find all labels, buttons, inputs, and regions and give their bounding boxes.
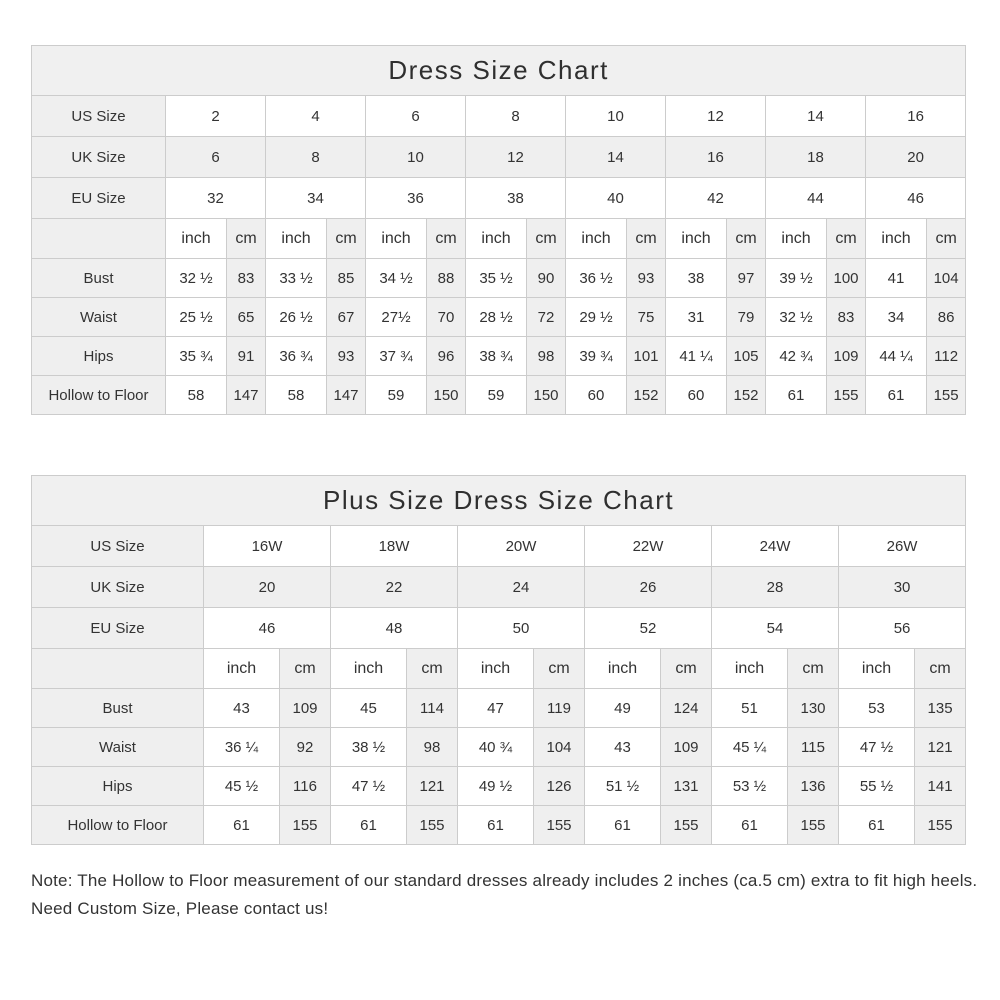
inch-unit-cell: inch [566, 219, 627, 259]
waist-label: Waist [32, 728, 204, 767]
hollow-to-floor-inch-cell: 61 [458, 806, 534, 845]
waist-cm-cell: 67 [327, 298, 366, 337]
hollow-to-floor-cm-cell: 155 [661, 806, 712, 845]
inch-unit-cell: inch [458, 649, 534, 689]
hips-inch-cell: 39 ¾ [566, 337, 627, 376]
waist-inch-cell: 34 [866, 298, 927, 337]
hips-cm-cell: 136 [788, 767, 839, 806]
waist-cm-cell: 115 [788, 728, 839, 767]
eu-size-value-cell: 36 [366, 178, 466, 219]
cm-unit-cell: cm [927, 219, 966, 259]
hollow-to-floor-cm-cell: 155 [407, 806, 458, 845]
cm-unit-cell: cm [527, 219, 566, 259]
bust-cm-cell: 85 [327, 259, 366, 298]
hollow-to-floor-inch-cell: 60 [666, 376, 727, 415]
bust-inch-cell: 45 [331, 689, 407, 728]
bust-inch-cell: 43 [204, 689, 280, 728]
hollow-to-floor-inch-cell: 61 [331, 806, 407, 845]
hips-inch-cell: 45 ½ [204, 767, 280, 806]
inch-unit-cell: inch [666, 219, 727, 259]
eu-size-value-cell: 42 [666, 178, 766, 219]
waist-cm-cell: 70 [427, 298, 466, 337]
waist-cm-cell: 79 [727, 298, 766, 337]
bust-cm-cell: 100 [827, 259, 866, 298]
us-size-value-cell: 12 [666, 96, 766, 137]
inch-unit-cell: inch [712, 649, 788, 689]
bust-label: Bust [32, 259, 166, 298]
bust-cm-cell: 88 [427, 259, 466, 298]
eu-size-label: EU Size [32, 178, 166, 219]
hollow-to-floor-cm-cell: 155 [915, 806, 966, 845]
hollow-to-floor-cm-cell: 155 [788, 806, 839, 845]
waist-inch-cell: 31 [666, 298, 727, 337]
eu-size-value-cell: 32 [166, 178, 266, 219]
dress-size-chart-table [31, 45, 966, 415]
us-size-value-cell: 8 [466, 96, 566, 137]
hollow-to-floor-inch-cell: 61 [766, 376, 827, 415]
cm-unit-cell: cm [915, 649, 966, 689]
eu-size-value-cell: 38 [466, 178, 566, 219]
hollow-to-floor-label: Hollow to Floor [32, 806, 204, 845]
bust-inch-cell: 49 [585, 689, 661, 728]
bust-cm-cell: 97 [727, 259, 766, 298]
hips-label: Hips [32, 337, 166, 376]
waist-label: Waist [32, 298, 166, 337]
inch-unit-cell: inch [466, 219, 527, 259]
waist-inch-cell: 28 ½ [466, 298, 527, 337]
hips-cm-cell: 93 [327, 337, 366, 376]
hips-inch-cell: 36 ¾ [266, 337, 327, 376]
uk-size-value-cell: 28 [712, 567, 839, 608]
hips-inch-cell: 51 ½ [585, 767, 661, 806]
eu-size-label: EU Size [32, 608, 204, 649]
bust-inch-cell: 51 [712, 689, 788, 728]
eu-size-value-cell: 44 [766, 178, 866, 219]
hips-cm-cell: 101 [627, 337, 666, 376]
eu-size-value-cell: 48 [331, 608, 458, 649]
chart-title: Dress Size Chart [32, 46, 966, 96]
hips-inch-cell: 35 ¾ [166, 337, 227, 376]
us-size-value-cell: 26W [839, 526, 966, 567]
bust-inch-cell: 35 ½ [466, 259, 527, 298]
waist-cm-cell: 104 [534, 728, 585, 767]
uk-size-value-cell: 12 [466, 137, 566, 178]
uk-size-value-cell: 8 [266, 137, 366, 178]
bust-inch-cell: 38 [666, 259, 727, 298]
cm-unit-cell: cm [627, 219, 666, 259]
bust-inch-cell: 36 ½ [566, 259, 627, 298]
uk-size-value-cell: 10 [366, 137, 466, 178]
hollow-to-floor-inch-cell: 58 [266, 376, 327, 415]
eu-size-value-cell: 40 [566, 178, 666, 219]
hips-cm-cell: 121 [407, 767, 458, 806]
bust-label: Bust [32, 689, 204, 728]
us-size-value-cell: 14 [766, 96, 866, 137]
cm-unit-cell: cm [280, 649, 331, 689]
waist-inch-cell: 43 [585, 728, 661, 767]
cm-unit-cell: cm [727, 219, 766, 259]
hollow-to-floor-inch-cell: 61 [204, 806, 280, 845]
hips-cm-cell: 98 [527, 337, 566, 376]
cm-unit-cell: cm [827, 219, 866, 259]
hollow-to-floor-inch-cell: 61 [585, 806, 661, 845]
note-hollow-to-floor: Note: The Hollow to Floor measurement of our standard dresses already includes 2 inches (ca.5 cm) extra to fit high heels. [31, 871, 978, 890]
bust-cm-cell: 109 [280, 689, 331, 728]
us-size-label: US Size [32, 526, 204, 567]
hips-inch-cell: 44 ¼ [866, 337, 927, 376]
hips-cm-cell: 96 [427, 337, 466, 376]
us-size-label: US Size [32, 96, 166, 137]
hips-inch-cell: 49 ½ [458, 767, 534, 806]
hollow-to-floor-cm-cell: 152 [727, 376, 766, 415]
hips-cm-cell: 131 [661, 767, 712, 806]
inch-unit-cell: inch [204, 649, 280, 689]
uk-size-value-cell: 14 [566, 137, 666, 178]
uk-size-value-cell: 6 [166, 137, 266, 178]
unit-row-corner-cell [32, 219, 166, 259]
hips-inch-cell: 37 ¾ [366, 337, 427, 376]
hips-cm-cell: 141 [915, 767, 966, 806]
bust-cm-cell: 119 [534, 689, 585, 728]
hips-inch-cell: 53 ½ [712, 767, 788, 806]
bust-cm-cell: 90 [527, 259, 566, 298]
hollow-to-floor-inch-cell: 61 [712, 806, 788, 845]
inch-unit-cell: inch [166, 219, 227, 259]
waist-cm-cell: 86 [927, 298, 966, 337]
cm-unit-cell: cm [227, 219, 266, 259]
hollow-to-floor-cm-cell: 150 [527, 376, 566, 415]
inch-unit-cell: inch [866, 219, 927, 259]
hips-inch-cell: 42 ¾ [766, 337, 827, 376]
hips-cm-cell: 112 [927, 337, 966, 376]
waist-inch-cell: 38 ½ [331, 728, 407, 767]
inch-unit-cell: inch [585, 649, 661, 689]
bust-inch-cell: 47 [458, 689, 534, 728]
note-custom-size: Need Custom Size, Please contact us! [31, 899, 329, 918]
uk-size-value-cell: 16 [666, 137, 766, 178]
eu-size-value-cell: 34 [266, 178, 366, 219]
hips-inch-cell: 47 ½ [331, 767, 407, 806]
waist-cm-cell: 109 [661, 728, 712, 767]
eu-size-value-cell: 46 [866, 178, 966, 219]
hollow-to-floor-label: Hollow to Floor [32, 376, 166, 415]
plus-size-dress-size-chart-table [31, 475, 966, 845]
waist-inch-cell: 45 ¼ [712, 728, 788, 767]
eu-size-value-cell: 46 [204, 608, 331, 649]
bust-cm-cell: 130 [788, 689, 839, 728]
uk-size-value-cell: 22 [331, 567, 458, 608]
hollow-to-floor-cm-cell: 155 [827, 376, 866, 415]
hollow-to-floor-cm-cell: 155 [534, 806, 585, 845]
waist-inch-cell: 27½ [366, 298, 427, 337]
cm-unit-cell: cm [327, 219, 366, 259]
hips-inch-cell: 38 ¾ [466, 337, 527, 376]
waist-inch-cell: 47 ½ [839, 728, 915, 767]
us-size-value-cell: 16 [866, 96, 966, 137]
hollow-to-floor-cm-cell: 155 [927, 376, 966, 415]
waist-inch-cell: 36 ¼ [204, 728, 280, 767]
waist-inch-cell: 25 ½ [166, 298, 227, 337]
us-size-value-cell: 6 [366, 96, 466, 137]
cm-unit-cell: cm [788, 649, 839, 689]
waist-cm-cell: 72 [527, 298, 566, 337]
us-size-value-cell: 24W [712, 526, 839, 567]
hollow-to-floor-inch-cell: 61 [866, 376, 927, 415]
eu-size-value-cell: 52 [585, 608, 712, 649]
inch-unit-cell: inch [766, 219, 827, 259]
hollow-to-floor-inch-cell: 59 [366, 376, 427, 415]
eu-size-value-cell: 56 [839, 608, 966, 649]
hips-cm-cell: 105 [727, 337, 766, 376]
inch-unit-cell: inch [366, 219, 427, 259]
bust-cm-cell: 114 [407, 689, 458, 728]
eu-size-value-cell: 54 [712, 608, 839, 649]
hollow-to-floor-inch-cell: 61 [839, 806, 915, 845]
hollow-to-floor-inch-cell: 59 [466, 376, 527, 415]
bust-cm-cell: 83 [227, 259, 266, 298]
inch-unit-cell: inch [839, 649, 915, 689]
waist-cm-cell: 75 [627, 298, 666, 337]
bust-cm-cell: 124 [661, 689, 712, 728]
inch-unit-cell: inch [331, 649, 407, 689]
uk-size-value-cell: 20 [866, 137, 966, 178]
waist-inch-cell: 29 ½ [566, 298, 627, 337]
waist-inch-cell: 40 ¾ [458, 728, 534, 767]
bust-cm-cell: 135 [915, 689, 966, 728]
hips-cm-cell: 109 [827, 337, 866, 376]
bust-inch-cell: 33 ½ [266, 259, 327, 298]
uk-size-label: UK Size [32, 567, 204, 608]
bust-inch-cell: 32 ½ [166, 259, 227, 298]
hollow-to-floor-inch-cell: 58 [166, 376, 227, 415]
uk-size-value-cell: 26 [585, 567, 712, 608]
hips-cm-cell: 91 [227, 337, 266, 376]
bust-inch-cell: 41 [866, 259, 927, 298]
hollow-to-floor-cm-cell: 147 [227, 376, 266, 415]
hollow-to-floor-cm-cell: 155 [280, 806, 331, 845]
uk-size-value-cell: 18 [766, 137, 866, 178]
us-size-value-cell: 18W [331, 526, 458, 567]
cm-unit-cell: cm [534, 649, 585, 689]
bust-inch-cell: 53 [839, 689, 915, 728]
us-size-value-cell: 22W [585, 526, 712, 567]
chart-title: Plus Size Dress Size Chart [32, 476, 966, 526]
us-size-value-cell: 4 [266, 96, 366, 137]
hollow-to-floor-cm-cell: 147 [327, 376, 366, 415]
bust-inch-cell: 39 ½ [766, 259, 827, 298]
waist-cm-cell: 92 [280, 728, 331, 767]
cm-unit-cell: cm [427, 219, 466, 259]
waist-cm-cell: 65 [227, 298, 266, 337]
inch-unit-cell: inch [266, 219, 327, 259]
hips-inch-cell: 41 ¼ [666, 337, 727, 376]
notes-section [31, 867, 979, 923]
waist-cm-cell: 121 [915, 728, 966, 767]
uk-size-value-cell: 20 [204, 567, 331, 608]
waist-cm-cell: 83 [827, 298, 866, 337]
cm-unit-cell: cm [661, 649, 712, 689]
us-size-value-cell: 20W [458, 526, 585, 567]
hips-cm-cell: 126 [534, 767, 585, 806]
hips-label: Hips [32, 767, 204, 806]
hollow-to-floor-cm-cell: 150 [427, 376, 466, 415]
unit-row-corner-cell [32, 649, 204, 689]
hips-inch-cell: 55 ½ [839, 767, 915, 806]
waist-inch-cell: 26 ½ [266, 298, 327, 337]
eu-size-value-cell: 50 [458, 608, 585, 649]
bust-cm-cell: 104 [927, 259, 966, 298]
us-size-value-cell: 10 [566, 96, 666, 137]
us-size-value-cell: 16W [204, 526, 331, 567]
uk-size-value-cell: 24 [458, 567, 585, 608]
waist-cm-cell: 98 [407, 728, 458, 767]
waist-inch-cell: 32 ½ [766, 298, 827, 337]
hips-cm-cell: 116 [280, 767, 331, 806]
us-size-value-cell: 2 [166, 96, 266, 137]
hollow-to-floor-inch-cell: 60 [566, 376, 627, 415]
bust-inch-cell: 34 ½ [366, 259, 427, 298]
hollow-to-floor-cm-cell: 152 [627, 376, 666, 415]
uk-size-value-cell: 30 [839, 567, 966, 608]
cm-unit-cell: cm [407, 649, 458, 689]
uk-size-label: UK Size [32, 137, 166, 178]
bust-cm-cell: 93 [627, 259, 666, 298]
